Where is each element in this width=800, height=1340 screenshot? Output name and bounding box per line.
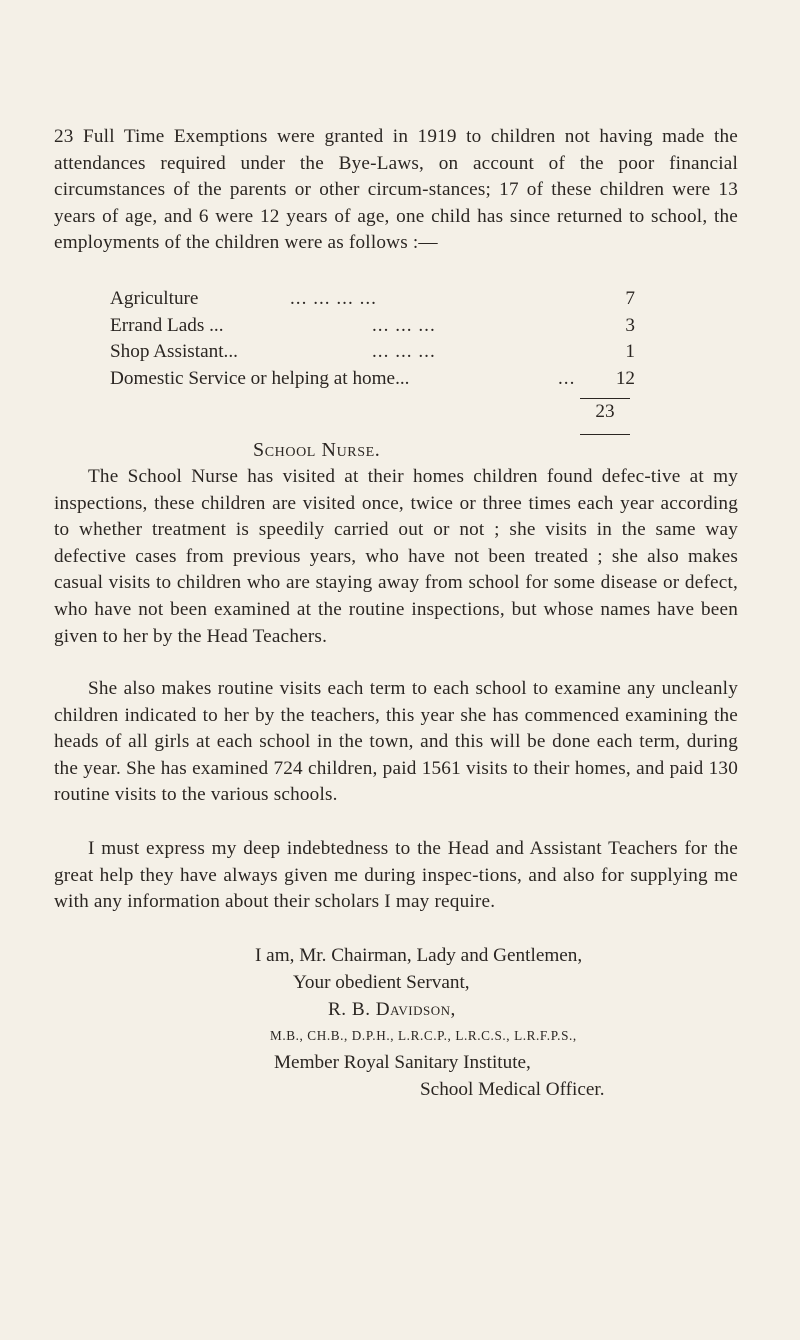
employment-count: 12: [615, 367, 635, 389]
leader-dots: ... ... ...: [372, 341, 436, 363]
signatory-name: R. B. Davidson,: [328, 999, 456, 1020]
employment-row: [110, 313, 635, 340]
salutation: I am, Mr. Chairman, Lady and Gentlemen,: [255, 945, 583, 966]
employment-row: [110, 286, 635, 313]
leader-dots: ... ... ...: [372, 314, 436, 336]
employment-count: 1: [625, 341, 635, 363]
acknowledgement-paragraph: I must express my deep indebtedness to the Head and Assistant Teachers for the great help they have always given me during inspec-tions, and also for supplying me with any information about their scholars I may require.: [54, 838, 738, 913]
section-heading: School Nurse.: [253, 439, 381, 461]
employment-label: Domestic Service or helping at home...: [110, 367, 410, 389]
office-title: School Medical Officer.: [420, 1079, 605, 1100]
employment-total: 23: [595, 401, 615, 422]
employment-label: Errand Lads ...: [110, 314, 224, 336]
total-rule-bottom: [580, 434, 630, 435]
employment-count: 7: [625, 288, 635, 309]
leader-dots: ... ... ... ...: [290, 288, 377, 309]
leader-dots: ...: [558, 367, 576, 389]
routine-visits-paragraph: She also makes routine visits each term to each school to examine any uncleanly children indicated to her by the teachers, this year she has commenced examining the heads of all girls at each school in the town, and this will be done each term, during the year. She has examined 724 children, paid 1561 visits to their homes, and paid 130 routine visits to the various schools.: [54, 678, 738, 806]
employment-row: [110, 366, 635, 393]
membership: Member Royal Sanitary Institute,: [274, 1052, 531, 1073]
sign-off: Your obedient Servant,: [293, 972, 470, 993]
employment-label: Agriculture: [110, 288, 199, 309]
employment-label: Shop Assistant...: [110, 341, 238, 363]
school-nurse-paragraph: The School Nurse has visited at their homes children found defec-tive at my inspections, these children are visited once, twice or three times each year according to whether treatment is speedily carried out or not ; she visits in the same way defective cases from previous years, who have not been treated ; she also makes casual visits to children who are staying away from school for some disease or defect, who have not been examined at the routine inspections, but whose names have been given to her by the Head Teachers.: [54, 466, 738, 647]
exemptions-paragraph: 23 Full Time Exemptions were granted in 1919 to children not having made the attendances required under the Bye-Laws, on account of the poor financial circumstances of the parents or other circum-stances; 17 of these children were 13 years of age, and 6 were 12 years of age, one child has since returned to school, the employments of the children were as follows :—: [54, 126, 738, 254]
qualifications: M.B., CH.B., D.P.H., L.R.C.P., L.R.C.S., L.R.F.P.S.,: [270, 1028, 577, 1043]
employment-count: 3: [625, 314, 635, 336]
employment-row: [110, 339, 635, 366]
employment-table: [110, 286, 635, 392]
